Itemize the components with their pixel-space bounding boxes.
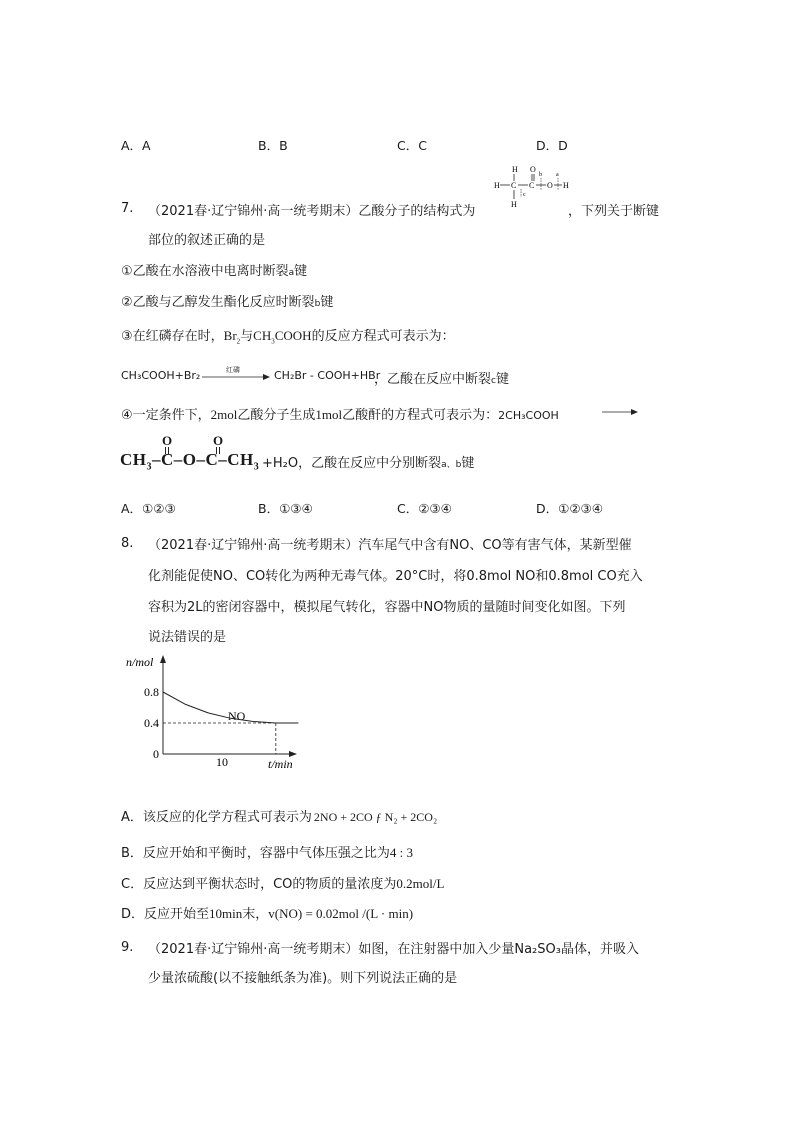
statement-4-arrow — [600, 406, 640, 418]
q8-option-d: D．反应开始至10min末，v(NO) = 0.02mol /(L · min) — [121, 906, 414, 922]
q8-option-c: C．反应达到平衡状态时，CO的物质的量浓度为0.2mol/L — [121, 876, 445, 892]
q8-number: 8. — [121, 536, 134, 551]
eq-bond-mark: c — [491, 376, 496, 386]
q9-line2: 少量浓硫酸(以不接触纸条为准)。则下列说法正确的是 — [148, 971, 458, 986]
y-axis-label: n/mol — [126, 655, 154, 669]
q8-option-a-equation: 2NO + 2CO ƒ N₂ + 2CO₂ — [313, 810, 438, 824]
prev-option-d: D．D — [536, 138, 568, 153]
q7-statement-3: ③在红磷存在时，$Br_2$与$CH_3COOH$的反应方程式可表示为： — [121, 328, 455, 346]
q8-line2: 化剂能促使NO、CO转化为两种无毒气体。20°C时，将0.8mol NO和0.8mol CO充入 — [148, 569, 643, 584]
q7-statement-2: ②乙酸与乙醇发生酯化反应时断裂b键 — [121, 295, 334, 310]
s1-bond-mark: a — [288, 268, 295, 278]
eq-condition: 红磷 — [226, 366, 240, 374]
struct-h-left: H — [494, 181, 500, 190]
anh-bond-mark: a、b — [441, 460, 462, 470]
q8-source: （2021春·辽宁锦州·高一统考期末） — [148, 538, 359, 553]
bond-label-b: b — [539, 172, 542, 178]
anhydride-double-bond-2 — [216, 447, 218, 454]
prev-option-b: B．B — [258, 138, 288, 153]
eq-left: CH₃COOH+Br₂ — [121, 369, 201, 382]
anhydride-double-bond-2b — [219, 447, 221, 454]
q7-statement-1: ①乙酸在水溶液中电离时断裂a键 — [121, 264, 308, 279]
q8-line4: 说法错误的是 — [148, 630, 227, 645]
q7-source: （2021春·辽宁锦州·高一统考期末） — [148, 204, 359, 219]
q8-line3: 容积为2L的密闭容器中，模拟尾气转化，容器中NO物质的量随时间变化如图。下列 — [148, 600, 626, 615]
q8-option-b: B．反应开始和平衡时，容器中气体压强之比为4 : 3 — [121, 845, 414, 861]
anhydride-double-bond-1b — [168, 447, 170, 454]
struct-h-right: H — [563, 181, 569, 190]
q7-option-a: A．①②③ — [121, 501, 176, 516]
q7-option-b: B．①③④ — [258, 501, 313, 516]
q9-source: （2021春·辽宁锦州·高一统考期末） — [148, 942, 359, 957]
bond-label-c: c — [523, 192, 526, 198]
q7-number: 7. — [121, 201, 134, 216]
y-tick-0-8: 0.8 — [144, 685, 159, 699]
series-label-no: NO — [228, 709, 246, 723]
y-tick-0-4: 0.4 — [144, 716, 159, 730]
q8-option-a: A．该反应的化学方程式可表示为 2NO + 2CO ƒ N₂ + 2CO₂ — [121, 810, 438, 825]
struct-c2: C — [529, 181, 535, 190]
anhydride-double-bond-1 — [165, 447, 167, 454]
anhydride-tail: +H₂O，乙酸在反应中分别断裂a、b键 — [262, 456, 475, 471]
bond-label-a: a — [556, 172, 559, 178]
q7-stem-line1 — [148, 200, 475, 219]
anhydride-structure: $CH_3-C-O-C-CH_3$ — [120, 450, 260, 473]
x-axis-label: t/min — [268, 757, 293, 771]
q7-option-d: D．①②③④ — [536, 501, 603, 516]
eq-right: CH₂Br - COOH+HBr — [274, 369, 381, 382]
anhydride-o2: O — [213, 433, 224, 448]
origin-label: 0 — [153, 747, 159, 761]
eq-tail: ，乙酸在反应中断裂c键 — [374, 372, 509, 387]
y-axis-arrow — [160, 655, 166, 663]
no-amount-chart — [120, 652, 310, 774]
s2-bond-mark: b — [314, 299, 321, 309]
acetic-acid-structure — [492, 163, 572, 211]
q9-line1: （2021春·辽宁锦州·高一统考期末）如图，在注射器中加入少量Na₂SO₃晶体，并吸入 — [148, 942, 639, 957]
q7-stem-line2: 部位的叙述正确的是 — [148, 233, 266, 248]
struct-c1: C — [511, 181, 517, 190]
prev-option-c: C．C — [397, 138, 427, 153]
q7-statement-4: ④一定条件下，2mol乙酸分子生成1mol乙酸酐的方程式可表示为：2CH₃COOH — [121, 407, 559, 423]
prev-option-a: A．A — [121, 138, 151, 153]
q7-stem-part2: ，下列关于断键 — [568, 204, 660, 219]
q9-number: 9. — [121, 940, 134, 955]
x-tick-10: 10 — [216, 755, 228, 769]
struct-h-top: H — [512, 165, 518, 174]
no-series-line — [163, 692, 298, 723]
struct-o-right: O — [547, 181, 553, 190]
q8-line1: （2021春·辽宁锦州·高一统考期末）汽车尾气中含有NO、CO等有害气体，某新型催 — [148, 538, 632, 553]
struct-o-top: O — [530, 165, 536, 174]
q7-stem-part1: 乙酸分子的结构式为 — [358, 204, 476, 219]
anhydride-o1: O — [162, 433, 173, 448]
q7-option-c: C．②③④ — [397, 501, 452, 516]
struct-h-bottom: H — [511, 200, 517, 209]
